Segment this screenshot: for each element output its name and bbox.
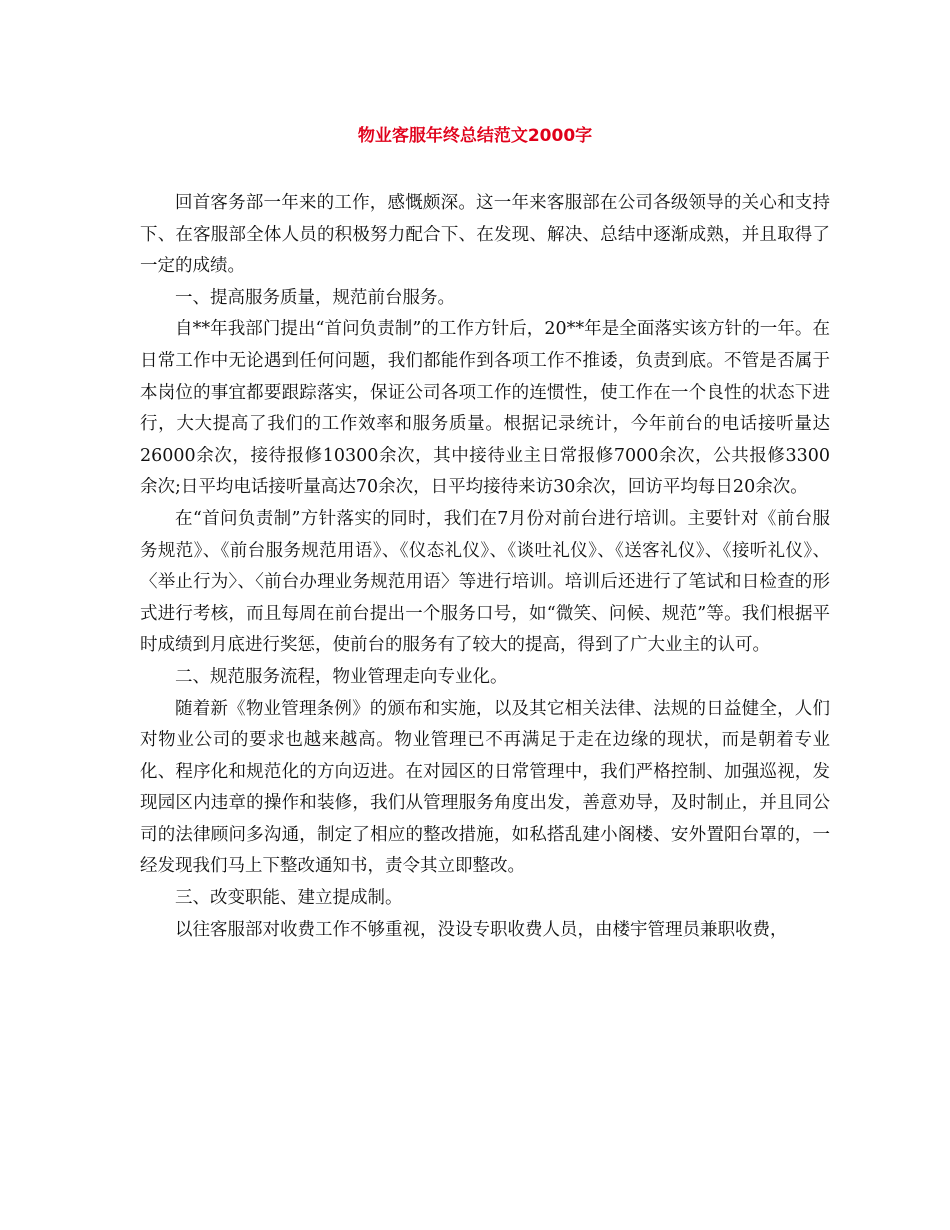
paragraph-intro: 回首客务部一年来的工作，感慨颇深。这一年来客服部在公司各级领导的关心和支持下、在客服部全体人员的积极努力配合下、在发现、解决、总结中逐渐成熟，并且取得了一定的成绩。 xyxy=(140,193,830,277)
section-heading-3: 三、改变职能、建立提成制。 xyxy=(175,888,403,909)
section-heading-1: 一、提高服务质量，规范前台服务。 xyxy=(175,287,455,308)
section-heading-2: 二、规范服务流程，物业管理走向专业化。 xyxy=(175,666,508,687)
paragraph-regulations: 随着新《物业管理条例》的颁布和实施，以及其它相关法律、法规的日益健全，人们对物业公司的要求也越来越高。物业管理已不再满足于走在边缘的现状，而是朝着专业化、程序化和规范化的方向迈进。在对园区的日常管理中，我们严格控制、加强巡视，发现园区内违章的操作和装修，我们从管理服务角度出发，善意劝导，及时制止，并且同公司的法律顾问多沟通，制定了相应的整改措施，如私搭乱建小阁楼、安外置阳台罩的，一经发现我们马上下整改通知书，责令其立即整改。 xyxy=(140,698,830,877)
document-body xyxy=(140,188,830,946)
paragraph-training: 在“首问负责制”方针落实的同时，我们在7月份对前台进行培训。主要针对《前台服务规范》、《前台服务规范用语》、《仪态礼仪》、《谈吐礼仪》、《送客礼仪》、《接听礼仪》、〈举止行为〉、〈前台办理业务规范用语〉等进行培训。培训后还进行了笔试和日检查的形式进行考核，而且每周在前台提出一个服务口号，如“微笑、问候、规范”等。我们根据平时成绩到月底进行奖惩，使前台的服务有了较大的提高，得到了广大业主的认可。 xyxy=(140,508,830,656)
document-title: 物业客服年终总结范文2000字 xyxy=(357,126,593,146)
paragraph-fee-collection: 以往客服部对收费工作不够重视，没设专职收费人员，由楼宇管理员兼职收费， xyxy=(175,919,788,940)
paragraph-first-responsibility: 自**年我部门提出“首问负责制”的工作方针后，20**年是全面落实该方针的一年。在日常工作中无论遇到任何问题，我们都能作到各项工作不推诿，负责到底。不管是否属于本岗位的事宜都要跟踪落实，保证公司各项工作的连惯性，使工作在一个良性的状态下进行，大大提高了我们的工作效率和服务质量。根据记录统计，今年前台的电话接听量达26000余次，接待报修10300余次，其中接待业主日常报修7000余次，公共报修3300余次;日平均电话接听量高达70余次，日平均接待来访30余次，回访平均每日20余次。 xyxy=(140,319,830,498)
